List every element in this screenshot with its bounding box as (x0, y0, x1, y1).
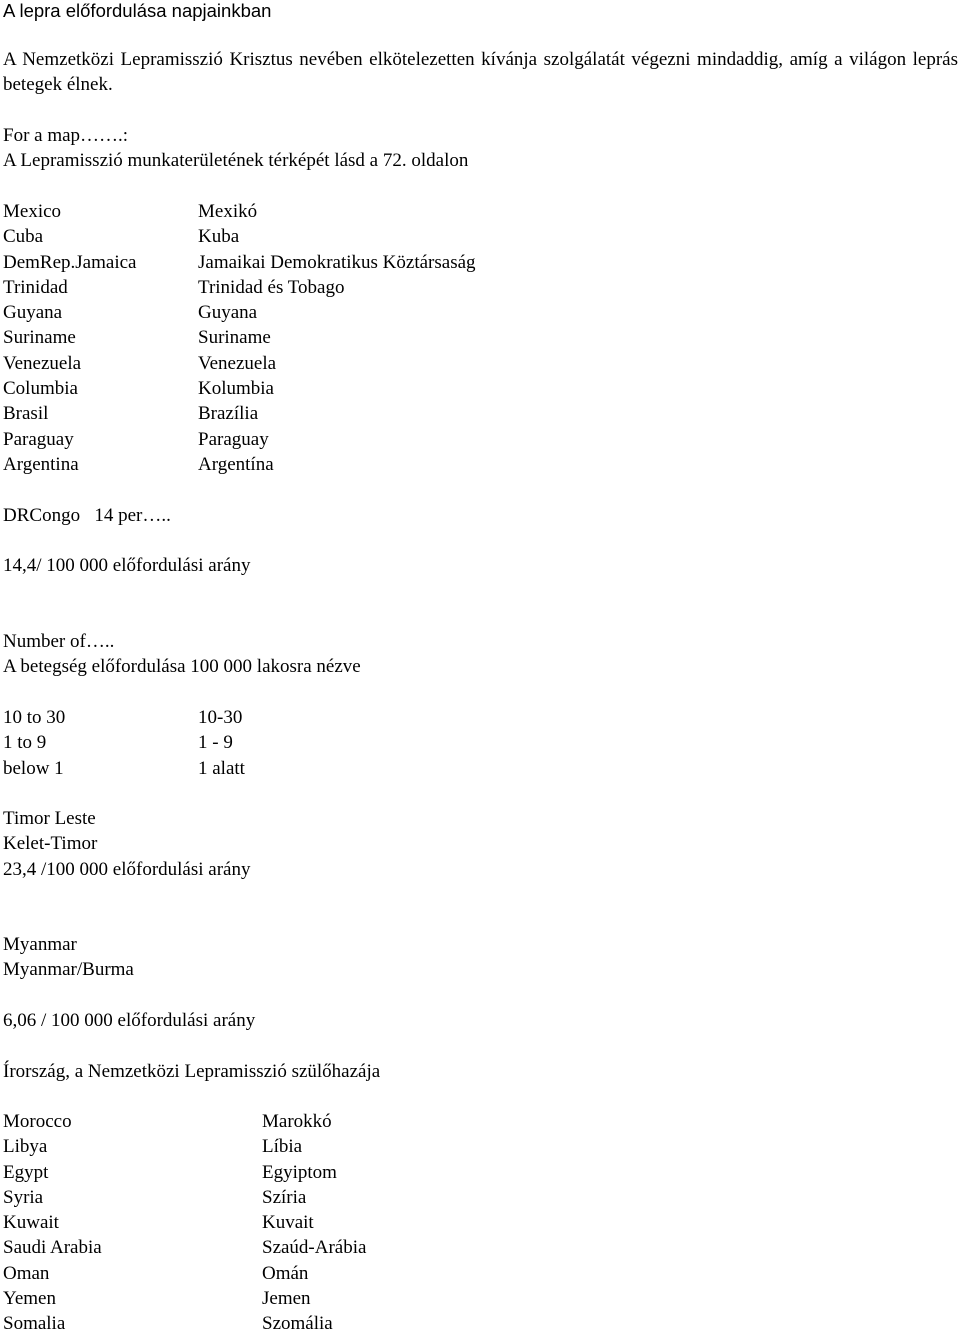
country-hu: Suriname (198, 327, 271, 349)
country-hu: Szíria (262, 1186, 307, 1208)
country-hu: Líbia (262, 1136, 303, 1158)
map-note (3, 123, 468, 174)
range-hu: 10-30 (198, 707, 243, 728)
country-en: Egypt (3, 1161, 49, 1183)
country-hu: Marokkó (262, 1111, 332, 1132)
country-en: Venezuela (3, 352, 82, 374)
country-hu: Mexikó (198, 201, 258, 222)
drcongo-line: DRCongo 14 per….. (3, 505, 171, 526)
myanmar-rate-line: 6,06 / 100 000 előfordulási arány (3, 1010, 256, 1031)
country-en: Columbia (3, 378, 78, 400)
timor-en: Timor Leste (3, 808, 96, 829)
country-hu: Venezuela (198, 352, 277, 374)
country-en: Libya (3, 1136, 48, 1158)
country-hu: Szomália (262, 1313, 333, 1335)
country-en: Mexico (3, 201, 62, 222)
country-en: Guyana (3, 302, 63, 324)
range-hu: 1 alatt (198, 757, 245, 779)
country-hu: Kuvait (262, 1212, 314, 1234)
country-en: Cuba (3, 226, 44, 248)
country-en: Paraguay (3, 428, 74, 450)
country-en: Kuwait (3, 1212, 59, 1234)
range-en: 1 to 9 (3, 732, 47, 754)
country-hu: Brazília (198, 403, 259, 425)
country-en: DemRep.Jamaica (3, 251, 137, 273)
country-hu: Guyana (198, 302, 258, 324)
country-hu: Kolumbia (198, 378, 274, 400)
country-hu: Kuba (198, 226, 240, 248)
ireland-line: Írország, a Nemzetközi Lepramisszió szülőhazája (3, 1061, 381, 1082)
map-note-en: For a map…….: (3, 125, 129, 146)
country-hu: Omán (262, 1262, 309, 1284)
myanmar-section (3, 932, 134, 983)
intro-paragraph: A Nemzetközi Lepramisszió Krisztus nevében elkötelezetten kívánja szolgálatát végezni mindaddig, amíg a világon leprás betegek élnek. (3, 49, 958, 96)
country-en: Saudi Arabia (3, 1237, 102, 1259)
myanmar-hu: Myanmar/Burma (3, 959, 134, 981)
drcongo-rate-line: 14,4/ 100 000 előfordulási arány (3, 555, 251, 576)
myanmar-rate (3, 1008, 255, 1033)
ireland-note (3, 1059, 380, 1084)
range-en: 10 to 30 (3, 707, 66, 728)
country-hu: Szaúd-Arábia (262, 1237, 367, 1259)
map-note-hu: A Lepramisszió munkaterületének térképét lásd a 72. oldalon (3, 150, 469, 172)
page-title: A lepra előfordulása napjainkban (3, 0, 272, 21)
country-hu: Jemen (262, 1288, 311, 1310)
myanmar-en: Myanmar (3, 934, 77, 955)
timor-hu: Kelet-Timor (3, 833, 98, 855)
country-en: Argentina (3, 453, 79, 475)
country-hu: Argentína (198, 453, 274, 475)
drcongo-heading (3, 503, 171, 528)
range-en: below 1 (3, 757, 64, 779)
timor-rate: 23,4 /100 000 előfordulási arány (3, 858, 251, 880)
country-en: Oman (3, 1262, 50, 1284)
country-en: Morocco (3, 1111, 72, 1132)
country-en: Somalia (3, 1313, 66, 1335)
range-hu: 1 - 9 (198, 732, 233, 754)
number-of-heading (3, 629, 361, 680)
country-hu: Trinidad és Tobago (198, 276, 345, 298)
country-hu: Jamaikai Demokratikus Köztársaság (198, 251, 476, 273)
country-en: Syria (3, 1186, 44, 1208)
country-en: Brasil (3, 403, 49, 425)
drcongo-rate (3, 553, 250, 578)
country-hu: Egyiptom (262, 1161, 337, 1183)
number-of-en: Number of….. (3, 631, 115, 652)
number-of-hu: A betegség előfordulása 100 000 lakosra nézve (3, 656, 361, 678)
country-en: Suriname (3, 327, 76, 349)
country-hu: Paraguay (198, 428, 269, 450)
timor-section (3, 806, 250, 882)
country-en: Yemen (3, 1288, 56, 1310)
country-en: Trinidad (3, 276, 68, 298)
